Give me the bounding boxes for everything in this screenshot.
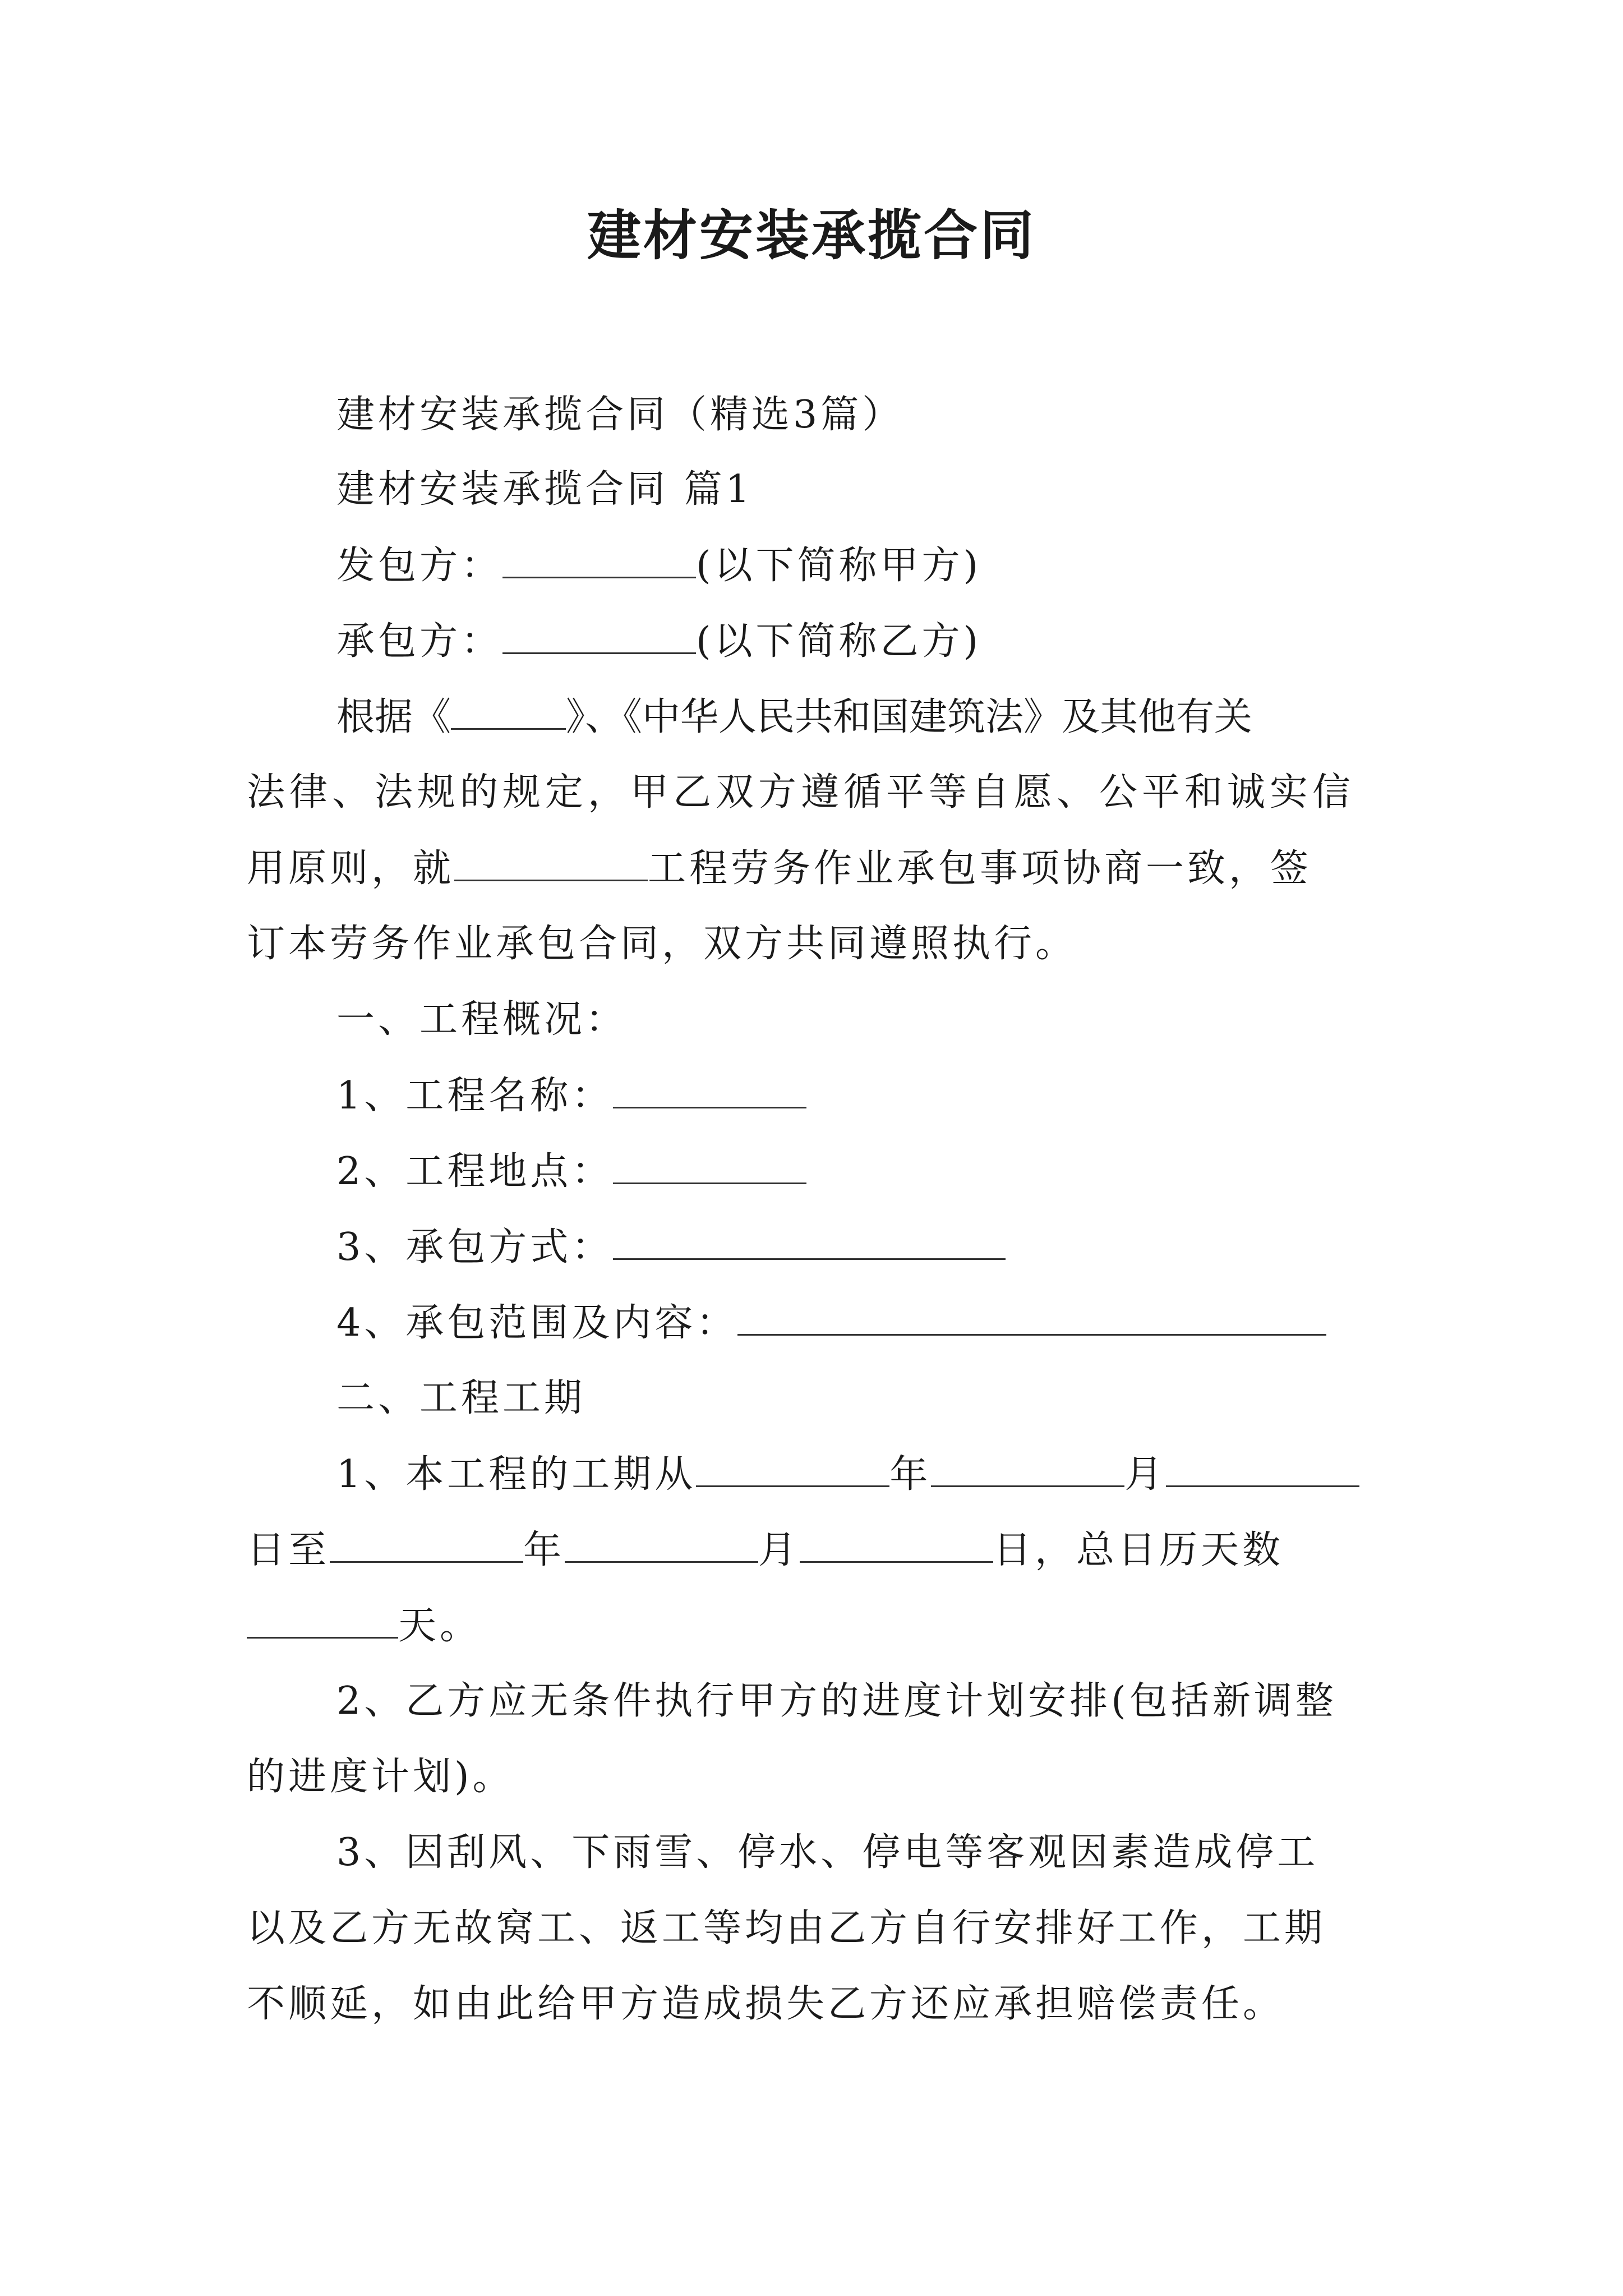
project-name-label: 1、工程名称： [336, 1074, 614, 1118]
project-location-label: 2、工程地点： [336, 1149, 614, 1194]
contract-method-blank [613, 1219, 1006, 1260]
contract-method-label: 3、承包方式： [336, 1225, 614, 1269]
project-name-blank [613, 1068, 806, 1108]
day-to-label: 日至 [247, 1528, 330, 1572]
party-b-blank [502, 613, 696, 654]
project-location-line [336, 1143, 806, 1200]
schedule-line-1: 2、乙方应无条件执行甲方的进度计划安排(包括新调整 [336, 1679, 1337, 1723]
document-subtitle: 建材安装承揽合同（精选3篇） [336, 393, 904, 437]
total-days-blank [247, 1598, 398, 1639]
delay-line-2: 以及乙方无故窝工、返工等均由乙方自行安排好工作，工期 [247, 1906, 1326, 1950]
document-title: 建材安装承揽合同 [587, 204, 1036, 267]
project-location-blank [613, 1143, 806, 1184]
project-blank [454, 840, 648, 881]
preamble-text-d: 工程劳务作业承包事项协商一致，签 [648, 846, 1312, 891]
law-name-blank [451, 689, 566, 730]
start-day-blank [1166, 1446, 1359, 1487]
delay-line-1: 3、因刮风、下雨雪、停水、停电等客观因素造成停工 [336, 1830, 1319, 1875]
preamble-text [336, 689, 1252, 746]
scope-line [336, 1295, 1326, 1351]
total-days-label: 日，总日历天数 [993, 1528, 1284, 1572]
preamble-line-4: 订本劳务作业承包合同，双方共同遵照执行。 [247, 922, 1077, 966]
party-b-suffix: (以下简称乙方) [696, 619, 982, 664]
preamble-text-b: 》、《中华人民共和国建筑法》及其他有关 [566, 695, 1253, 739]
start-month-blank [931, 1446, 1124, 1487]
period-text-a: 1、本工程的工期从 [336, 1452, 697, 1497]
delay-line-3: 不顺延，如由此给甲方造成损失乙方还应承担赔偿责任。 [247, 1982, 1285, 2026]
period-line-3 [247, 1598, 481, 1654]
period-line-2 [247, 1522, 1284, 1579]
preamble-line-1 [336, 689, 1377, 746]
party-a-suffix: (以下简称甲方) [696, 544, 982, 588]
preamble-text-a: 根据《 [336, 695, 451, 739]
preamble-line-2: 法律、法规的规定，甲乙双方遵循平等自愿、公平和诚实信 [247, 770, 1355, 815]
scope-blank [737, 1295, 1326, 1336]
days-label: 天。 [398, 1604, 482, 1648]
section-2-heading: 二、工程工期 [336, 1376, 586, 1420]
party-a-blank [502, 537, 696, 578]
section-1-heading: 一、工程概况： [336, 997, 628, 1042]
end-month-blank [565, 1522, 758, 1563]
year-label-1: 年 [889, 1452, 932, 1497]
month-label-1: 月 [1124, 1452, 1166, 1497]
section-title: 建材安装承揽合同 篇1 [336, 467, 753, 512]
contract-method-line [336, 1219, 1006, 1276]
month-label-2: 月 [758, 1528, 800, 1572]
party-b-line [336, 613, 981, 670]
party-a-line [336, 537, 981, 594]
period-line-1 [336, 1446, 1359, 1503]
preamble-line-3 [247, 840, 1312, 897]
start-year-blank [696, 1446, 889, 1487]
party-a-label: 发包方： [336, 544, 503, 588]
schedule-line-2: 的进度计划)。 [247, 1755, 514, 1799]
end-day-blank [800, 1522, 993, 1563]
year-label-2: 年 [523, 1528, 565, 1572]
scope-label: 4、承包范围及内容： [336, 1301, 738, 1345]
end-year-blank [330, 1522, 523, 1563]
party-b-label: 承包方： [336, 619, 503, 664]
project-name-line [336, 1068, 806, 1124]
preamble-text-c: 用原则，就 [247, 846, 455, 891]
